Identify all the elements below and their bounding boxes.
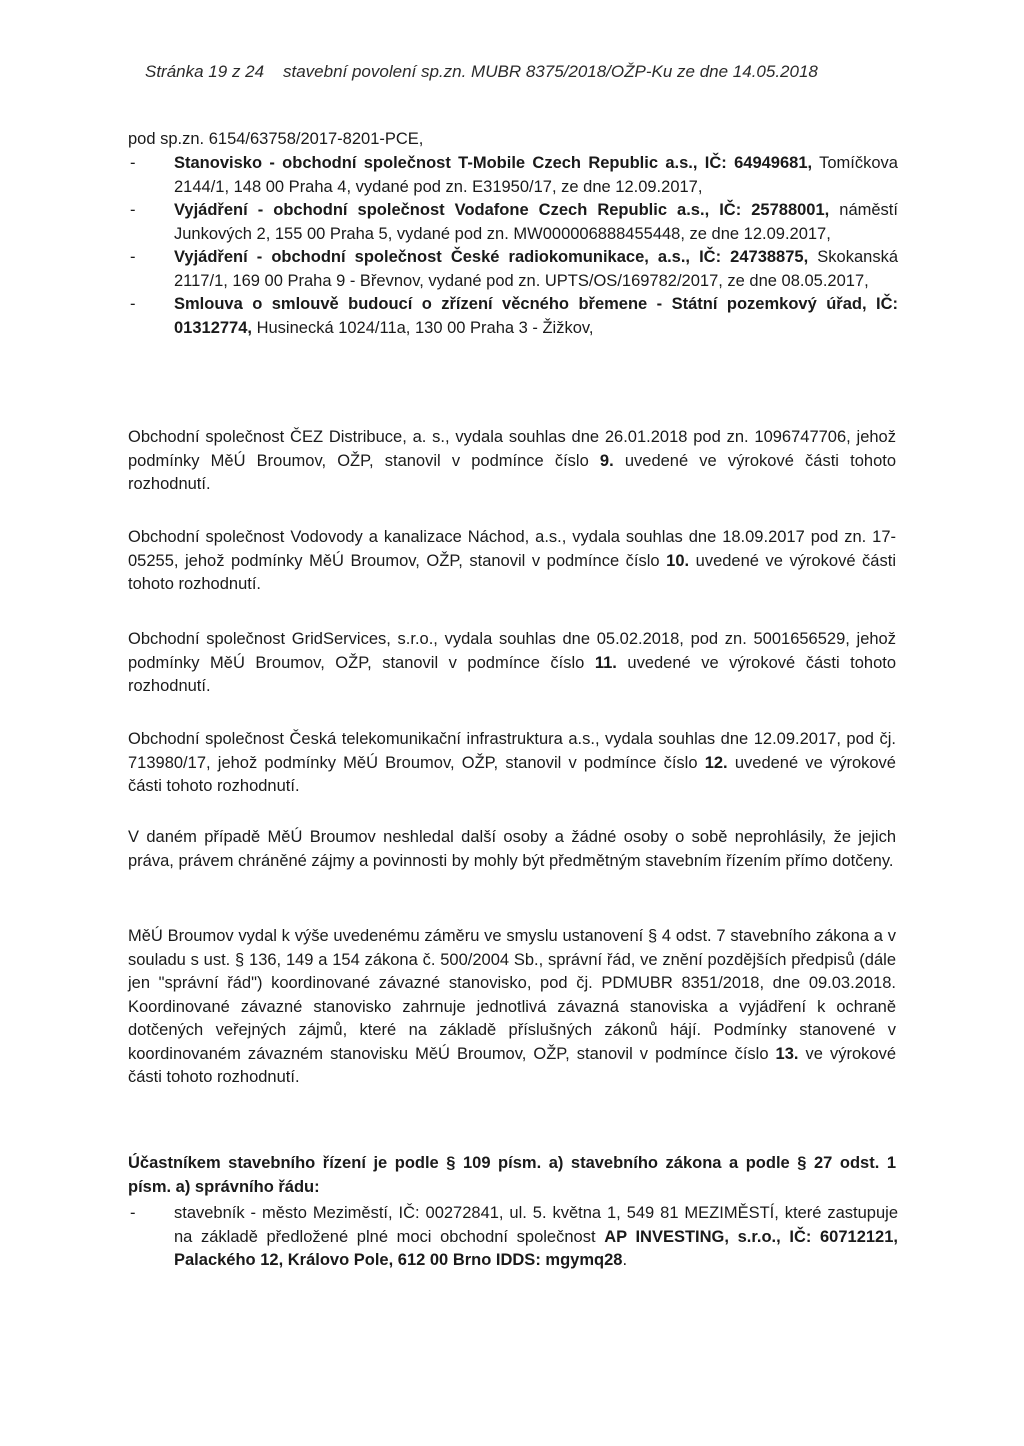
- list-item-text: Husinecká 1024/11a, 130 00 Praha 3 - Žižkov,: [252, 318, 594, 337]
- condition-number: 10.: [666, 551, 690, 570]
- list-item: [128, 152, 898, 199]
- list-item-text: náměstí Junkových 2, 155 00 Praha 5, vydané pod zn. MW000006888455448, ze dne 12.09.2017,: [174, 201, 898, 243]
- list-item: [128, 293, 898, 340]
- list-item-bold: Vyjádření - obchodní společnost Vodafone Czech Republic a.s., IČ: 25788001,: [174, 201, 830, 219]
- list-item: [128, 1202, 898, 1273]
- paragraph-no-persons: [128, 826, 896, 873]
- list-item: [128, 199, 898, 246]
- paragraph-text: Obchodní společnost Vodovody a kanalizace Náchod, a.s., vydala souhlas dne 18.09.2017 pod zn. 17-05255, jehož podmínky MěÚ Broumov, OŽP, stanovil v podmínce číslo: [128, 528, 896, 570]
- paragraph-coordinated: [128, 925, 896, 1090]
- paragraph-text: Obchodní společnost Česká telekomunikační infrastruktura a.s., vydala souhlas dne 12.09.2017, pod čj. 713980/17, jehož podmínky MěÚ Broumov, OŽP, stanovil v podmínce číslo: [128, 730, 896, 772]
- page-number: Stránka 19 z 24: [145, 62, 265, 81]
- paragraph-cetin: [128, 728, 896, 799]
- opinion-list: [128, 152, 898, 340]
- participants-list: [128, 1202, 898, 1273]
- list-item-bold: Smlouva o smlouvě budoucí o zřízení věcného břemene - Státní pozemkový úřad, IČ: 01312774,: [174, 295, 898, 337]
- participants-heading: [128, 1152, 896, 1199]
- paragraph-vak: [128, 526, 896, 597]
- condition-number: 12.: [704, 753, 728, 772]
- paragraph-text: uvedené ve výrokové části tohoto rozhodnutí.: [128, 753, 896, 795]
- list-item-text: stavebník - město Meziměstí, IČ: 00272841, ul. 5. května 1, 549 81 MEZIMĚSTÍ, které zastupuje na základě předložené plné moci obchodní společnost: [174, 1204, 898, 1246]
- paragraph-text: uvedené ve výrokové části tohoto rozhodnutí.: [128, 653, 897, 695]
- condition-number: 13.: [775, 1044, 799, 1063]
- paragraph-text: MěÚ Broumov vydal k výše uvedenému záměru ve smyslu ustanovení § 4 odst. 7 stavebního zákona a v souladu s ust. § 136, 149 a 154 zákona č. 500/2004 Sb., správní řád, ve znění pozdějších předpisů (dále jen "správní řád") koordinované závazné stanovisko, pod čj. PDMUBR 8351/2018, dne 09.03.2018. Koordinované závazné stanovisko zahrnuje jednotlivá závazná stanoviska a vyjádření k ochraně dotčených veřejných zájmů, které na základě příslušných zákonů hájí. Podmínky stanovené v koordinovaném závazném stanovisku MěÚ Broumov, OŽP, stanovil v podmínce číslo: [128, 927, 896, 1063]
- list-item-bold: Stanovisko - obchodní společnost T-Mobile Czech Republic a.s., IČ: 64949681,: [174, 154, 813, 172]
- list-item-bold: AP INVESTING, s.r.o., IČ: 60712121, Palackého 12, Královo Pole, 612 00 Brno IDDS: mgymq28: [174, 1227, 898, 1269]
- condition-number: 9.: [599, 451, 614, 470]
- paragraph-text: Obchodní společnost ČEZ Distribuce, a. s., vydala souhlas dne 26.01.2018 pod zn. 1096747706, jehož podmínky MěÚ Broumov, OŽP, stanovil v podmínce číslo: [128, 428, 896, 470]
- paragraph-grid: [128, 628, 896, 699]
- section-heading: Účastníkem stavebního řízení je podle § 109 písm. a) stavebního zákona a podle § 27 odst. 1 písm. a) správního řádu:: [128, 1154, 896, 1196]
- page-header: [145, 62, 818, 82]
- document-reference: stavební povolení sp.zn. MUBR 8375/2018/OŽP-Ku ze dne 14.05.2018: [282, 62, 818, 81]
- list-item-text: Tomíčkova 2144/1, 148 00 Praha 4, vydané pod zn. E31950/17, ze dne 12.09.2017,: [174, 154, 898, 196]
- continuation-line: [128, 128, 896, 152]
- paragraph-text: Obchodní společnost GridServices, s.r.o., vydala souhlas dne 05.02.2018, pod zn. 5001656529, jehož podmínky MěÚ Broumov, OŽP, stanovil v podmínce číslo: [128, 630, 896, 672]
- list-item-text: .: [622, 1251, 628, 1269]
- condition-number: 11.: [594, 653, 617, 672]
- paragraph-text: ve výrokové části tohoto rozhodnutí.: [128, 1044, 896, 1086]
- paragraph-text: uvedené ve výrokové části tohoto rozhodnutí.: [128, 551, 896, 593]
- paragraph-text: V daném případě MěÚ Broumov neshledal další osoby a žádné osoby o sobě neprohlásily, že jejich práva, právem chráněné zájmy a povinnosti by mohly být předmětným stavebním řízením přímo dotčeny.: [128, 828, 896, 870]
- paragraph-cez: [128, 426, 896, 497]
- list-item-bold: Vyjádření - obchodní společnost České radiokomunikace, a.s., IČ: 24738875,: [174, 248, 809, 266]
- continuation-text: pod sp.zn. 6154/63758/2017-8201-PCE,: [128, 130, 424, 148]
- paragraph-text: uvedené ve výrokové části tohoto rozhodnutí.: [128, 451, 896, 493]
- list-item-text: Skokanská 2117/1, 169 00 Praha 9 - Břevnov, vydané pod zn. UPTS/OS/169782/2017, ze dne 08.05.2017,: [174, 248, 898, 290]
- list-item: [128, 246, 898, 293]
